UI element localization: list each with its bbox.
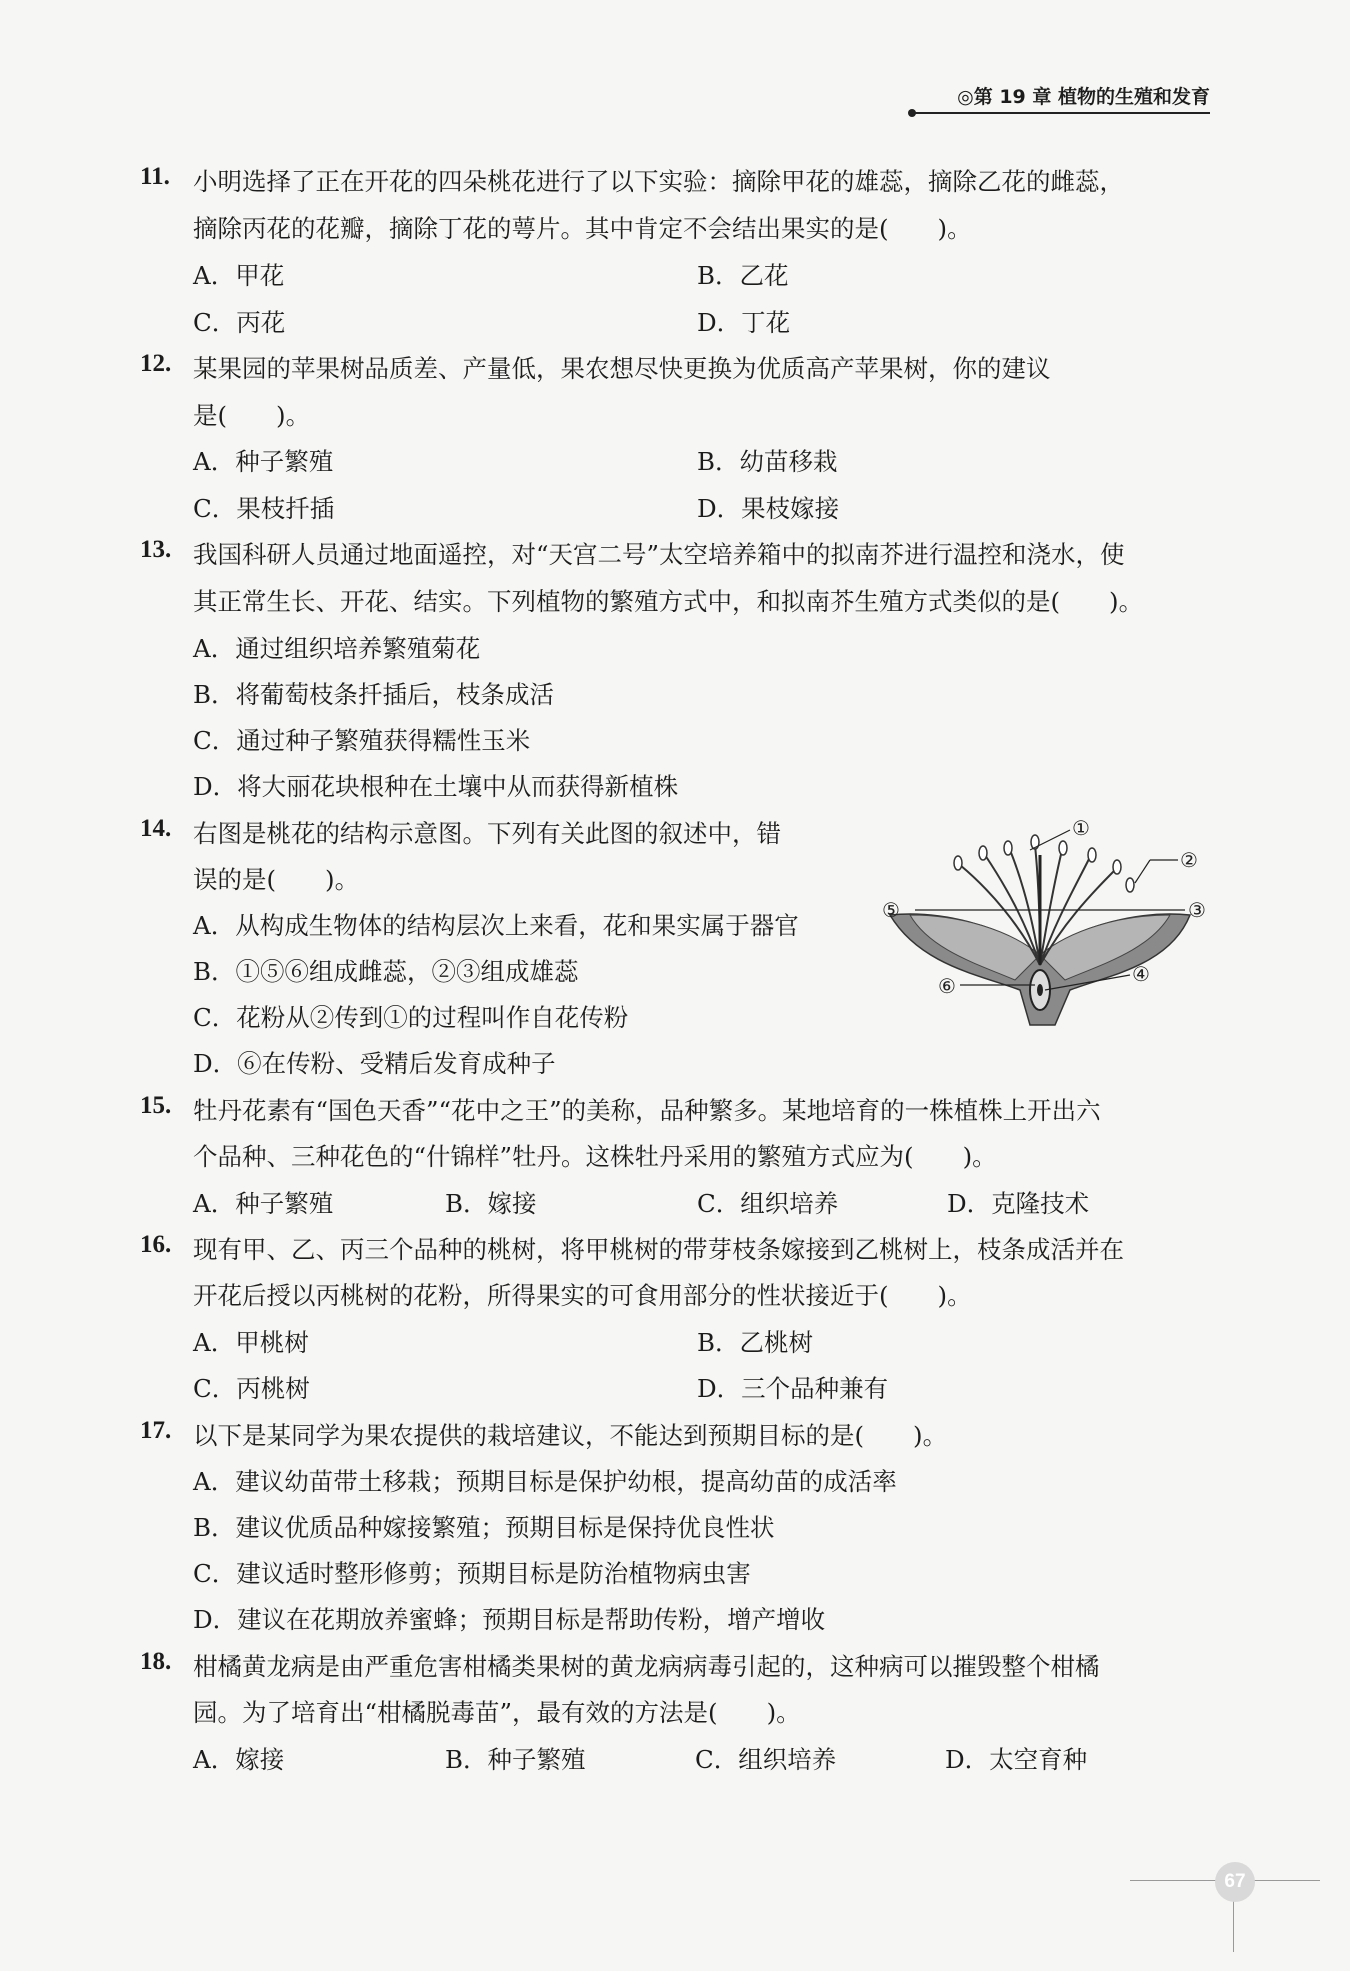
question-14-text-line-2: 误的是( )。 [193,865,360,894]
question-14-option-d[interactable]: D．⑥在传粉、受精后发育成种子 [193,1049,556,1078]
question-12-option-c[interactable]: C．果枝扦插 [193,494,335,523]
figure-label-2: ② [1180,848,1198,872]
question-12-text-line-1: 某果园的苹果树品质差、产量低，果农想尽快更换为优质高产苹果树，你的建议 [193,354,1051,383]
question-11-option-a[interactable]: A．甲花 [193,261,285,290]
figure-label-1: ① [1072,816,1090,840]
question-17-option-b[interactable]: B．建议优质品种嫁接繁殖；预期目标是保持优良性状 [193,1513,775,1542]
question-12-option-a[interactable]: A．种子繁殖 [193,447,334,476]
question-11-option-c[interactable]: C．丙花 [193,308,286,337]
question-18-option-c[interactable]: C．组织培养 [695,1745,837,1774]
question-14-option-b[interactable]: B．①⑤⑥组成雌蕊，②③组成雄蕊 [193,957,579,986]
peach-flower-diagram [880,815,1210,1045]
chapter-title: ◎第 19 章 植物的生殖和发育 [957,86,1210,108]
question-13-text-line-2: 其正常生长、开花、结实。下列植物的繁殖方式中，和拟南芥生殖方式类似的是( )。 [193,587,1144,616]
question-15-option-c[interactable]: C．组织培养 [697,1189,839,1218]
page-number: 67 [1215,1862,1255,1902]
question-15-text-line-2: 个品种、三种花色的“什锦样”牡丹。这株牡丹采用的繁殖方式应为( )。 [193,1142,997,1171]
question-14-number: 14. [140,815,172,842]
question-15-text-line-1: 牡丹花素有“国色天香”“花中之王”的美称，品种繁多。某地培育的一株植株上开出六 [193,1096,1101,1125]
question-16-option-b[interactable]: B．乙桃树 [697,1328,814,1357]
question-11-option-b[interactable]: B．乙花 [697,261,789,290]
question-14-option-c[interactable]: C．花粉从②传到①的过程叫作自花传粉 [193,1003,629,1032]
question-15-option-b[interactable]: B．嫁接 [445,1189,537,1218]
peach-flower-illustration [880,815,1210,1045]
question-12-option-d[interactable]: D．果枝嫁接 [697,494,840,523]
question-12-text-line-2: 是( )。 [193,401,311,430]
question-18-text-line-2: 园。为了培育出“柑橘脱毒苗”，最有效的方法是( )。 [193,1698,801,1727]
figure-label-3: ③ [1188,898,1206,922]
question-13-text-line-1: 我国科研人员通过地面遥控，对“天宫二号”太空培养箱中的拟南芥进行温控和浇水，使 [193,540,1125,569]
question-14-text-line-1: 右图是桃花的结构示意图。下列有关此图的叙述中，错 [193,819,781,848]
question-12-option-b[interactable]: B．幼苗移栽 [697,447,838,476]
figure-label-6: ⑥ [938,974,956,998]
question-14-option-a[interactable]: A．从构成生物体的结构层次上来看，花和果实属于器官 [193,911,799,940]
question-11-option-d[interactable]: D．丁花 [697,308,791,337]
question-13-option-a[interactable]: A．通过组织培养繁殖菊花 [193,634,481,663]
question-12-number: 12. [140,350,172,377]
question-15-option-d[interactable]: D．克隆技术 [947,1189,1090,1218]
question-16-option-d[interactable]: D．三个品种兼有 [697,1374,889,1403]
question-16-option-a[interactable]: A．甲桃树 [193,1328,309,1357]
question-11-text-line-2: 摘除丙花的花瓣，摘除丁花的萼片。其中肯定不会结出果实的是( )。 [193,214,972,243]
question-17-number: 17. [140,1417,172,1444]
header-rule [910,112,1210,114]
question-18-option-d[interactable]: D．太空育种 [945,1745,1088,1774]
question-13-option-d[interactable]: D．将大丽花块根种在土壤中从而获得新植株 [193,772,679,801]
question-18-number: 18. [140,1648,172,1675]
question-17-text-line-1: 以下是某同学为果农提供的栽培建议，不能达到预期目标的是( )。 [193,1421,948,1450]
figure-label-4: ④ [1132,962,1150,986]
question-17-option-c[interactable]: C．建议适时整形修剪；预期目标是防治植物病虫害 [193,1559,751,1588]
question-18-option-b[interactable]: B．种子繁殖 [445,1745,586,1774]
question-16-text-line-1: 现有甲、乙、丙三个品种的桃树，将甲桃树的带芽枝条嫁接到乙桃树上，枝条成活并在 [193,1235,1124,1264]
question-11-number: 11. [140,163,170,190]
question-17-option-d[interactable]: D．建议在花期放养蜜蜂；预期目标是帮助传粉，增产增收 [193,1605,826,1634]
question-16-text-line-2: 开花后授以丙桃树的花粉，所得果实的可食用部分的性状接近于( )。 [193,1281,972,1310]
question-16-option-c[interactable]: C．丙桃树 [193,1374,310,1403]
question-17-option-a[interactable]: A．建议幼苗带土移栽；预期目标是保护幼根，提高幼苗的成活率 [193,1467,897,1496]
question-15-number: 15. [140,1092,172,1119]
chapter-header [910,78,1210,118]
figure-label-5: ⑤ [882,898,900,922]
question-15-option-a[interactable]: A．种子繁殖 [193,1189,334,1218]
question-16-number: 16. [140,1231,172,1258]
question-18-option-a[interactable]: A．嫁接 [193,1745,285,1774]
question-13-number: 13. [140,536,172,563]
question-13-option-c[interactable]: C．通过种子繁殖获得糯性玉米 [193,726,531,755]
question-13-option-b[interactable]: B．将葡萄枝条扦插后，枝条成活 [193,680,555,709]
question-11-text-line-1: 小明选择了正在开花的四朵桃花进行了以下实验：摘除甲花的雄蕊，摘除乙花的雌蕊， [193,167,1124,196]
question-18-text-line-1: 柑橘黄龙病是由严重危害柑橘类果树的黄龙病病毒引起的，这种病可以摧毁整个柑橘 [193,1652,1100,1681]
